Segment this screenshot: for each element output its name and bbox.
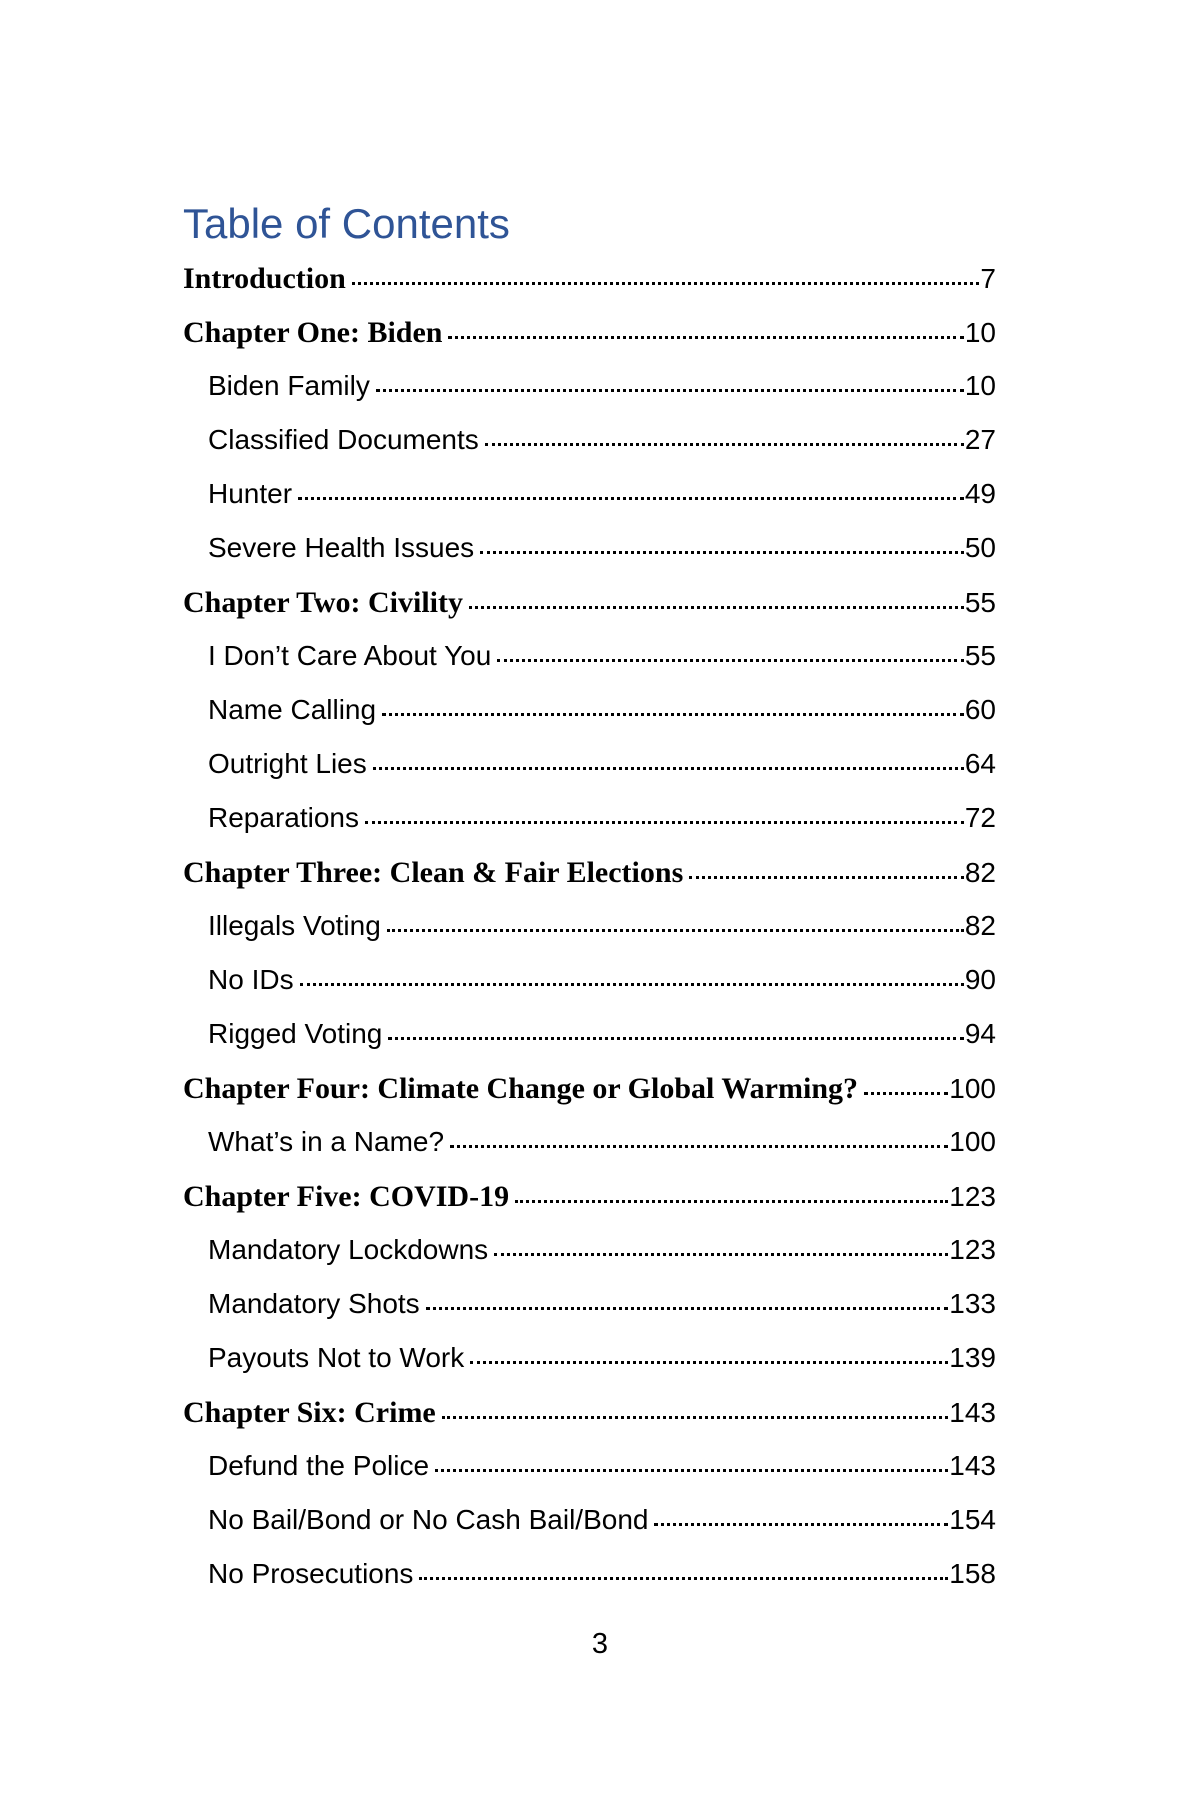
dot-leader <box>382 713 964 716</box>
toc-entry-chapter <box>183 262 996 316</box>
dot-leader <box>480 551 964 554</box>
toc-entry-label: Mandatory Shots <box>208 1288 420 1320</box>
table-of-contents <box>183 262 996 1612</box>
dot-leader <box>470 1361 948 1364</box>
dot-leader <box>497 659 964 662</box>
dot-leader <box>689 876 964 879</box>
toc-entry-label: No Prosecutions <box>208 1558 414 1590</box>
toc-page-number: 139 <box>949 1342 996 1374</box>
toc-entry-label: Chapter Three: Clean & Fair Elections <box>183 856 684 890</box>
toc-entry-label: Payouts Not to Work <box>208 1342 465 1374</box>
toc-page-number: 72 <box>964 802 996 834</box>
toc-page-number: 158 <box>949 1558 996 1590</box>
dot-leader <box>864 1092 948 1095</box>
toc-entry-sub <box>183 370 996 424</box>
toc-page-number: 27 <box>964 424 996 456</box>
toc-entry-sub <box>183 1342 996 1396</box>
toc-entry-label: Name Calling <box>208 694 377 726</box>
toc-entry-label: Rigged Voting <box>208 1018 383 1050</box>
dot-leader <box>387 929 964 932</box>
toc-content <box>183 200 996 1612</box>
toc-page-number: 60 <box>964 694 996 726</box>
dot-leader <box>654 1523 948 1526</box>
toc-entry-chapter <box>183 1180 996 1234</box>
dot-leader <box>376 389 964 392</box>
toc-entry-sub <box>183 1288 996 1342</box>
dot-leader <box>352 282 980 285</box>
toc-entry-sub <box>183 1504 996 1558</box>
toc-entry-sub <box>183 694 996 748</box>
dot-leader <box>435 1469 948 1472</box>
toc-entry-chapter <box>183 1396 996 1450</box>
toc-page-number: 82 <box>964 857 996 889</box>
toc-entry-sub <box>183 532 996 586</box>
dot-leader <box>469 606 964 609</box>
toc-page-number: 82 <box>964 910 996 942</box>
toc-entry-sub <box>183 1234 996 1288</box>
toc-page-number: 10 <box>964 317 996 349</box>
dot-leader <box>515 1200 948 1203</box>
toc-entry-label: Classified Documents <box>208 424 479 456</box>
toc-page-number: 90 <box>964 964 996 996</box>
toc-entry-sub <box>183 1126 996 1180</box>
dot-leader <box>365 821 964 824</box>
dot-leader <box>494 1253 948 1256</box>
toc-page-number: 100 <box>949 1126 996 1158</box>
dot-leader <box>298 497 964 500</box>
toc-page-number: 55 <box>964 640 996 672</box>
toc-entry-label: Biden Family <box>208 370 370 402</box>
toc-page-number: 94 <box>964 1018 996 1050</box>
toc-page-number: 123 <box>949 1181 996 1213</box>
toc-page-number: 55 <box>964 587 996 619</box>
toc-page-number: 50 <box>964 532 996 564</box>
toc-entry-sub <box>183 424 996 478</box>
toc-page-number: 100 <box>949 1073 996 1105</box>
toc-entry-label: Chapter Six: Crime <box>183 1396 436 1430</box>
dot-leader <box>448 336 963 339</box>
dot-leader <box>388 1037 963 1040</box>
toc-entry-label: Mandatory Lockdowns <box>208 1234 489 1266</box>
dot-leader <box>300 983 964 986</box>
toc-page-number: 154 <box>949 1504 996 1536</box>
toc-entry-chapter <box>183 856 996 910</box>
toc-page-number: 7 <box>980 263 996 295</box>
toc-entry-label: Severe Health Issues <box>208 532 475 564</box>
toc-page-number: 64 <box>964 748 996 780</box>
toc-entry-sub <box>183 910 996 964</box>
toc-page-number: 123 <box>949 1234 996 1266</box>
dot-leader <box>373 767 964 770</box>
toc-entry-sub <box>183 964 996 1018</box>
toc-entry-chapter <box>183 586 996 640</box>
toc-entry-sub <box>183 478 996 532</box>
toc-entry-chapter <box>183 316 996 370</box>
page-title: Table of Contents <box>183 200 510 247</box>
toc-page-number: 143 <box>949 1450 996 1482</box>
toc-entry-label: Introduction <box>183 262 346 296</box>
toc-entry-label: Illegals Voting <box>208 910 381 942</box>
toc-page-number: 10 <box>964 370 996 402</box>
toc-entry-sub <box>183 1450 996 1504</box>
toc-entry-label: Chapter One: Biden <box>183 316 443 350</box>
toc-entry-label: Chapter Two: Civility <box>183 586 464 620</box>
toc-page-number: 49 <box>964 478 996 510</box>
dot-leader <box>419 1577 948 1580</box>
toc-page-number: 143 <box>949 1397 996 1429</box>
toc-entry-sub <box>183 1558 996 1612</box>
dot-leader <box>442 1416 949 1419</box>
toc-page-number: 133 <box>949 1288 996 1320</box>
toc-entry-label: What’s in a Name? <box>208 1126 445 1158</box>
footer-page-number: 3 <box>591 1628 609 1660</box>
toc-entry-label: Chapter Four: Climate Change or Global Warming? <box>183 1072 858 1106</box>
toc-entry-label: Reparations <box>208 802 359 834</box>
toc-entry-label: Hunter <box>208 478 293 510</box>
toc-entry-sub <box>183 802 996 856</box>
dot-leader <box>485 443 964 446</box>
toc-entry-sub <box>183 748 996 802</box>
toc-entry-sub <box>183 640 996 694</box>
dot-leader <box>426 1307 949 1310</box>
toc-entry-label: Chapter Five: COVID-19 <box>183 1180 510 1214</box>
toc-entry-label: No Bail/Bond or No Cash Bail/Bond <box>208 1504 649 1536</box>
toc-entry-label: Outright Lies <box>208 748 367 780</box>
toc-entry-label: Defund the Police <box>208 1450 430 1482</box>
toc-entry-label: No IDs <box>208 964 294 996</box>
dot-leader <box>450 1145 948 1148</box>
toc-entry-label: I Don’t Care About You <box>208 640 492 672</box>
toc-entry-chapter <box>183 1072 996 1126</box>
toc-entry-sub <box>183 1018 996 1072</box>
